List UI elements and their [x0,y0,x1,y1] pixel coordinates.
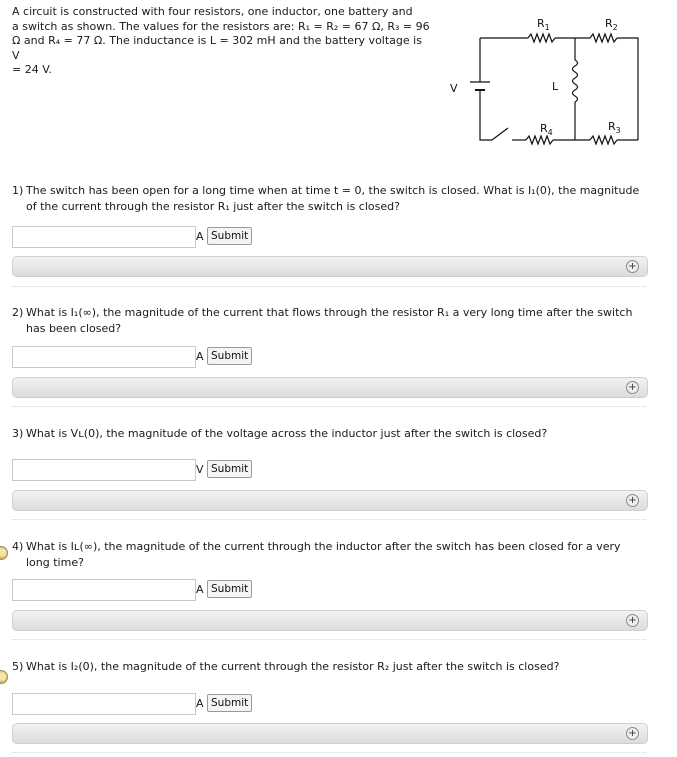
question-text-line-1: What is Vʟ(0), the magnitude of the voltage across the inductor just after the switch is closed? [26,427,548,440]
switch-blade [492,128,508,140]
intro-line-1: A circuit is constructed with four resistors, one inductor, one battery and [12,5,413,18]
submit-button-3[interactable]: Submit [207,460,252,478]
unit-label-5: A [196,697,204,710]
question-number: 4) [12,540,24,553]
question-text-line-1: What is Iʟ(∞), the magnitude of the current through the inductor after the switch has been closed for a very [26,540,621,553]
expand-icon[interactable]: + [626,494,639,507]
question-text-line-2: has been closed? [26,321,122,335]
divider [12,752,646,753]
hint-bar-2[interactable] [12,377,648,398]
label-r4: $R_4$ [540,122,553,137]
divider [12,406,646,407]
intro-line-4: = 24 V. [12,63,52,76]
wire-left-bottom [480,105,492,140]
intro-line-3: Ω and R₄ = 77 Ω. The inductance is L = 302 mH and the battery voltage is V [12,34,422,62]
hint-bar-5[interactable] [12,723,648,744]
question-1 [12,183,652,214]
expand-icon[interactable]: + [626,727,639,740]
question-text-line-2: long time? [26,555,84,569]
resistor-r1 [528,34,555,42]
expand-icon[interactable]: + [626,260,639,273]
inductor-l [573,60,578,102]
answer-row-5 [12,693,257,715]
resistor-r4 [526,136,553,144]
label-r1: $R_1$ [537,17,550,32]
question-text-line-2: of the current through the resistor R₁ just after the switch is closed? [26,199,400,213]
answer-row-3 [12,459,257,481]
question-5 [12,659,652,675]
bullet-marker-icon [0,670,8,684]
hint-bar-3[interactable] [12,490,648,511]
submit-button-5[interactable]: Submit [207,694,252,712]
answer-input-4[interactable] [12,579,196,601]
answer-input-5[interactable] [12,693,196,715]
unit-label-1: A [196,230,204,243]
divider [12,286,646,287]
resistor-r2 [590,34,617,42]
divider [12,639,646,640]
answer-input-1[interactable] [12,226,196,248]
label-r2: $R_2$ [605,17,618,32]
question-number: 1) [12,184,24,197]
expand-icon[interactable]: + [626,381,639,394]
question-text-line-1: The switch has been open for a long time when at time t = 0, the switch is closed. What is I₁(0), the magnitude [26,184,640,197]
question-2 [12,305,652,336]
submit-button-1[interactable]: Submit [207,227,252,245]
hint-bar-4[interactable] [12,610,648,631]
answer-input-2[interactable] [12,346,196,368]
expand-icon[interactable]: + [626,614,639,627]
problem-statement [12,5,432,78]
hint-bar-1[interactable] [12,256,648,277]
question-4 [12,539,652,570]
divider [12,519,646,520]
question-number: 5) [12,660,24,673]
question-3 [12,426,652,442]
question-text-line-1: What is I₂(0), the magnitude of the current through the resistor R₂ just after the switch is closed? [26,660,560,673]
label-r3: $R_3$ [608,120,621,135]
question-number: 3) [12,427,24,440]
resistor-r3 [590,136,617,144]
unit-label-2: A [196,350,204,363]
submit-button-2[interactable]: Submit [207,347,252,365]
unit-label-3: V [196,463,204,476]
answer-row-2 [12,346,257,368]
answer-row-4 [12,579,257,601]
answer-row-1 [12,226,257,248]
question-number: 2) [12,306,24,319]
circuit-diagram [440,10,655,150]
intro-line-2: a switch as shown. The values for the resistors are: R₁ = R₂ = 67 Ω, R₃ = 96 [12,19,430,33]
label-v: V [450,82,458,95]
question-text-line-1: What is I₁(∞), the magnitude of the current that flows through the resistor R₁ a very long time after the switch [26,306,633,319]
label-l: L [552,80,559,93]
wire-right [617,38,638,140]
answer-input-3[interactable] [12,459,196,481]
submit-button-4[interactable]: Submit [207,580,252,598]
unit-label-4: A [196,583,204,596]
bullet-marker-icon [0,546,8,560]
